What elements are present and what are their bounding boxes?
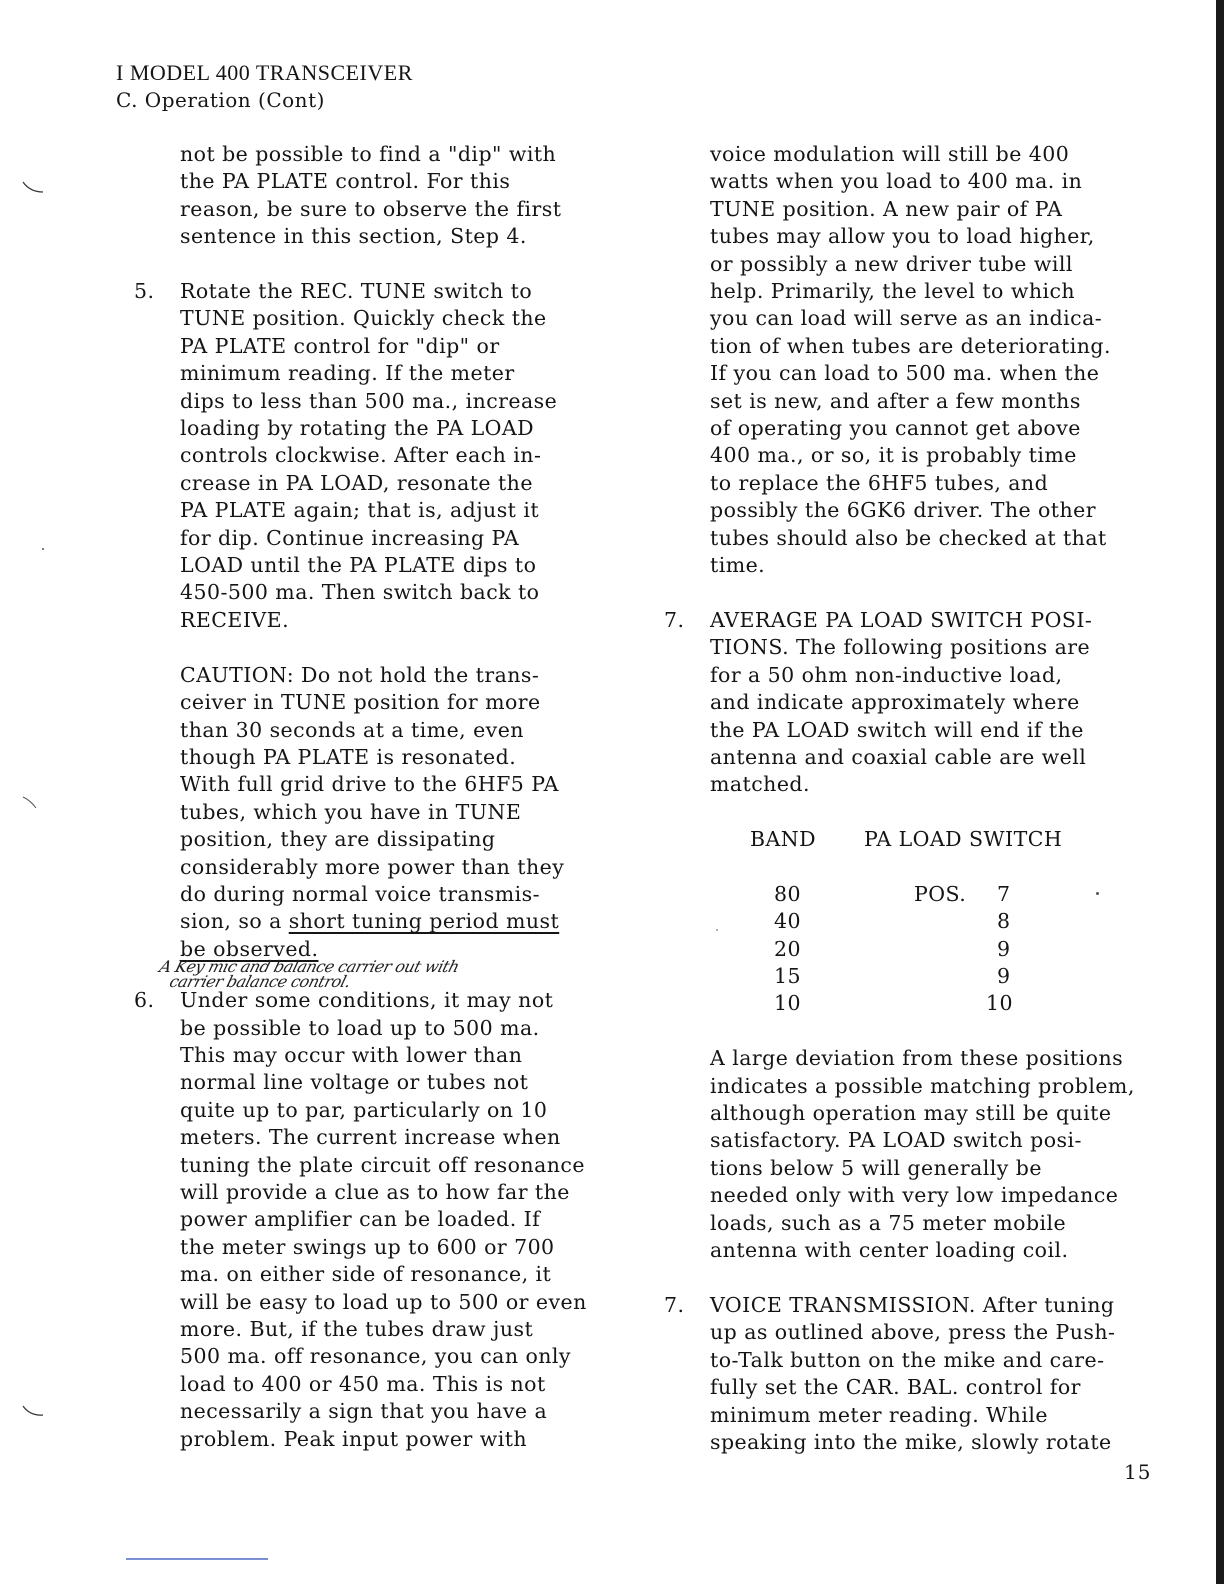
text-line: load to 400 or 450 ma. This is not — [180, 1371, 546, 1396]
text-line: This may occur with lower than — [180, 1042, 523, 1067]
text-line: AVERAGE PA LOAD SWITCH POSI- — [710, 607, 1093, 632]
text-line: the meter swings up to 600 or 700 — [180, 1234, 555, 1259]
left-column — [134, 141, 654, 1453]
text-line: minimum meter reading. While — [710, 1402, 1048, 1427]
margin-mark — [22, 796, 44, 810]
text-line: though PA PLATE is resonated. — [180, 744, 517, 769]
text-line: be possible to load up to 500 ma. — [180, 1015, 540, 1040]
text-line: TIONS. The following positions are — [710, 635, 1091, 660]
text-line: for a 50 ohm non-inductive load, — [710, 662, 1063, 687]
text-line: power amplifier can be loaded. If — [180, 1207, 541, 1232]
text-line: sentence in this section, Step 4. — [180, 224, 527, 249]
table-row — [710, 990, 1194, 1017]
band-cell: 15 — [774, 964, 801, 989]
text-line: If you can load to 500 ma. when the — [710, 361, 1100, 386]
text-line: ceiver in TUNE position for more — [180, 690, 541, 715]
text-line: to-Talk button on the mike and care- — [710, 1347, 1105, 1372]
text-line: PA PLATE control for "dip" or — [180, 333, 500, 358]
text-line: loading by rotating the PA LOAD — [180, 416, 535, 441]
subsection-title: C. Operation (Cont) — [116, 88, 325, 112]
text-line: possibly the 6GK6 driver. The other — [710, 498, 1096, 523]
pos-label: POS. — [914, 881, 967, 906]
band-cell: 80 — [774, 881, 801, 906]
step-7-voice-transmission — [664, 1292, 1194, 1456]
text-line: 450-500 ma. Then switch back to — [180, 580, 540, 605]
text-line: Under some conditions, it may not — [180, 988, 554, 1013]
margin-mark — [22, 180, 44, 194]
handwritten-note — [157, 957, 634, 992]
text-line: do during normal voice transmis- — [180, 881, 541, 906]
text-line: speaking into the mike, slowly rotate — [710, 1429, 1112, 1454]
text-line: voice modulation will still be 400 — [710, 142, 1070, 166]
position-cell: 10 — [986, 991, 1013, 1016]
step-7-average-positions — [664, 607, 1194, 1265]
position-cell: 7 — [997, 881, 1011, 906]
position-cell: 9 — [997, 964, 1011, 989]
text-line: not be possible to find a "dip" with — [180, 142, 557, 166]
text-line: ma. on either side of resonance, it — [180, 1262, 552, 1287]
text-line: time. — [710, 553, 766, 578]
caution-paragraph — [134, 662, 654, 992]
handwritten-line: carrier balance control. — [167, 972, 353, 992]
step-number: 7. — [664, 607, 685, 632]
handwritten-line: A Key mic and balance carrier out with — [157, 957, 462, 977]
text-line: minimum reading. If the meter — [180, 361, 515, 386]
step-number: 7. — [664, 1292, 685, 1317]
text-line: VOICE TRANSMISSION. After tuning — [710, 1292, 1115, 1317]
text-line: TUNE position. Quickly check the — [180, 306, 547, 331]
text-line: watts when you load to 400 ma. in — [710, 169, 1083, 194]
text-line: necessarily a sign that you have a — [180, 1399, 548, 1424]
margin-mark — [22, 1404, 44, 1418]
underlined-warning: be observed. — [180, 936, 319, 961]
text-line: matched. — [710, 772, 810, 797]
text-line: set is new, and after a few months — [710, 388, 1081, 413]
section-title: I MODEL 400 TRANSCEIVER — [116, 60, 413, 85]
text-line: needed only with very low impedance — [710, 1183, 1119, 1208]
text-line: tion of when tubes are deteriorating. — [710, 333, 1111, 358]
text-line: help. Primarily, the level to which — [710, 279, 1076, 304]
position-cell: 9 — [997, 936, 1011, 961]
text-line: tubes may allow you to load higher, — [710, 224, 1095, 249]
text-line: antenna and coaxial cable are well — [710, 744, 1087, 769]
text-line: normal line voltage or tubes not — [180, 1070, 529, 1095]
text-line: PA PLATE again; that is, adjust it — [180, 498, 540, 523]
table-row — [710, 963, 1194, 990]
text-line: tubes should also be checked at that — [710, 525, 1107, 550]
text-line: quite up to par, particularly on 10 — [180, 1097, 548, 1122]
text-line: indicates a possible matching problem, — [710, 1073, 1135, 1098]
text-line: for dip. Continue increasing PA — [180, 525, 520, 550]
text-line: considerably more power than they — [180, 854, 565, 879]
text-line: tuning the plate circuit off resonance — [180, 1152, 585, 1177]
text-line: the PA PLATE control. For this — [180, 169, 511, 194]
text-line: and indicate approximately where — [710, 690, 1080, 715]
text-line: position, they are dissipating — [180, 827, 496, 852]
text-line: than 30 seconds at a time, even — [180, 717, 524, 742]
text-fragment: sion, so a — [180, 909, 289, 934]
text-line: reason, be sure to observe the first — [180, 196, 562, 221]
table-header — [710, 826, 1194, 853]
text-line: crease in PA LOAD, resonate the — [180, 470, 533, 495]
text-line: controls clockwise. After each in- — [180, 443, 542, 468]
load-switch-table — [710, 826, 1194, 1018]
band-cell: 20 — [774, 936, 801, 961]
text-line: to replace the 6HF5 tubes, and — [710, 470, 1049, 495]
text-line: will provide a clue as to how far the — [180, 1180, 570, 1204]
text-line: CAUTION: Do not hold the trans- — [180, 662, 540, 687]
text-line — [180, 908, 654, 935]
text-line: or possibly a new driver tube will — [710, 251, 1073, 276]
right-column — [664, 141, 1194, 1456]
column-header-switch: PA LOAD SWITCH — [864, 827, 1063, 852]
text-line: A large deviation from these positions — [710, 1046, 1124, 1071]
step-5 — [134, 278, 654, 634]
text-line: tubes, which you have in TUNE — [180, 799, 522, 824]
continuation-paragraph — [664, 141, 1194, 580]
text-line: loads, such as a 75 meter mobile — [710, 1210, 1067, 1235]
band-cell: 10 — [774, 991, 801, 1016]
table-row — [710, 881, 1194, 908]
text-line: meters. The current increase when — [180, 1125, 561, 1150]
text-line: 500 ma. off resonance, you can only — [180, 1344, 571, 1369]
text-line: RECEIVE. — [180, 607, 290, 632]
speck — [42, 548, 44, 550]
text-line: although operation may still be quite — [710, 1101, 1112, 1126]
text-line: 400 ma., or so, it is probably time — [710, 443, 1077, 468]
text-line: dips to less than 500 ma., increase — [180, 388, 558, 413]
scan-artifact-line — [126, 1558, 268, 1560]
text-line: Rotate the REC. TUNE switch to — [180, 279, 533, 304]
intro-paragraph — [134, 141, 654, 251]
text-line: satisfactory. PA LOAD switch posi- — [710, 1128, 1082, 1153]
text-line: will be easy to load up to 500 or even — [180, 1289, 587, 1314]
text-line: of operating you cannot get above — [710, 416, 1081, 441]
step-number: 5. — [134, 279, 155, 304]
text-line: more. But, if the tubes draw just — [180, 1317, 534, 1342]
text-line: LOAD until the PA PLATE dips to — [180, 553, 537, 578]
text-line: fully set the CAR. BAL. control for — [710, 1375, 1081, 1400]
table-row — [710, 908, 1194, 935]
page-number: 15 — [1124, 1460, 1152, 1484]
text-line: problem. Peak input power with — [180, 1426, 528, 1451]
text-line: TUNE position. A new pair of PA — [710, 196, 1063, 221]
text-line: the PA LOAD switch will end if the — [710, 717, 1084, 742]
step-number: 6. — [134, 988, 155, 1013]
text-line: antenna with center loading coil. — [710, 1238, 1069, 1263]
text-line: you can load will serve as an indica- — [710, 306, 1103, 331]
text-line: tions below 5 will generally be — [710, 1155, 1042, 1180]
text-line: up as outlined above, press the Push- — [710, 1320, 1116, 1345]
table-row — [710, 936, 1194, 963]
step-6 — [134, 987, 654, 1453]
position-cell: 8 — [997, 909, 1011, 934]
band-cell: 40 — [774, 909, 801, 934]
underlined-warning: short tuning period must — [288, 909, 560, 934]
column-header-band: BAND — [750, 827, 817, 852]
page-edge — [1216, 0, 1224, 1584]
text-line: With full grid drive to the 6HF5 PA — [180, 772, 559, 797]
